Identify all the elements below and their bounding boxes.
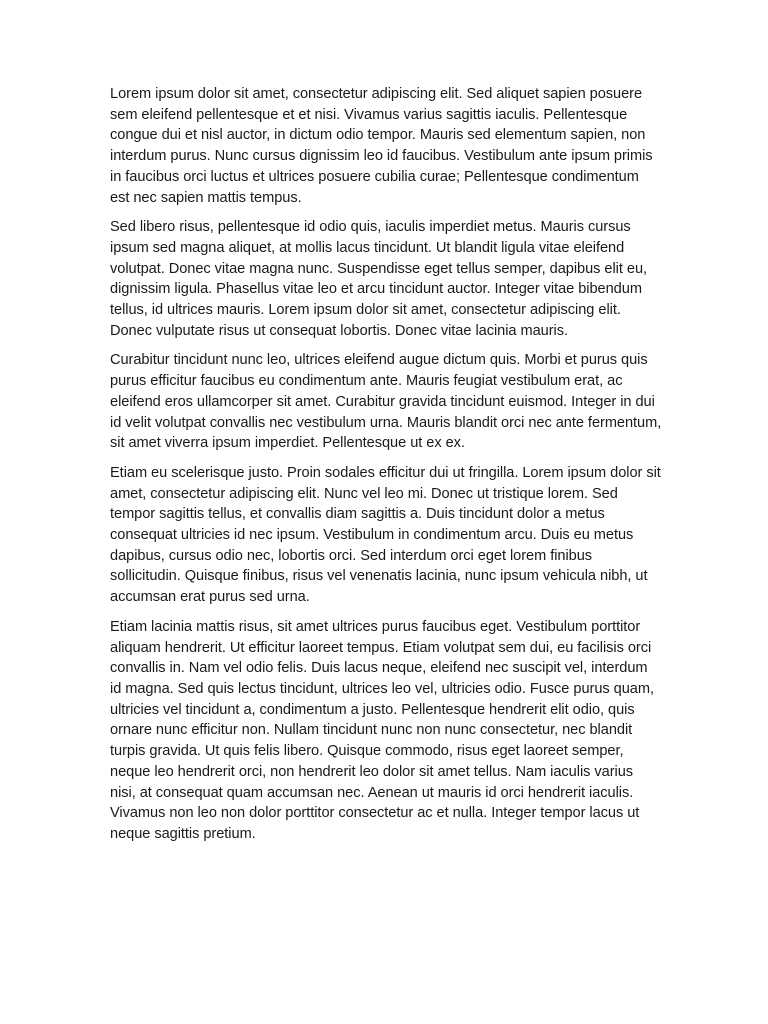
- paragraph-5: Etiam lacinia mattis risus, sit amet ultrices purus faucibus eget. Vestibulum porttitor aliquam hendrerit. Ut efficitur laoreet tempus. Etiam volutpat sem dui, eu facilisis orci convallis in. Nam vel odio felis. Duis lacus neque, eleifend nec suscipit vel, interdum id magna. Sed quis lectus tincidunt, ultrices leo vel, ultricies odio. Fusce purus quam, ultricies vel tincidunt a, condimentum a justo. Pellentesque hendrerit elit odio, quis ornare nunc efficitur non. Nullam tincidunt nunc non nunc consectetur, nec blandit turpis gravida. Ut quis felis libero. Quisque commodo, risus eget laoreet semper, neque leo hendrerit orci, non hendrerit leo dolor sit amet tellus. Nam iaculis varius nisi, at consequat quam accumsan nec. Aenean ut mauris id orci hendrerit iaculis. Vivamus non leo non dolor porttitor consectetur ac et nulla. Integer tempor lacus ut neque sagittis pretium.: [110, 618, 654, 842]
- paragraph-2: Sed libero risus, pellentesque id odio quis, iaculis imperdiet metus. Mauris cursus ipsum sed magna aliquet, at mollis lacus tincidunt. Ut blandit ligula vitae eleifend volutpat. Donec vitae magna nunc. Suspendisse eget tellus semper, dapibus elit eu, dignissim ligula. Phasellus vitae leo et arcu tincidunt auctor. Integer vitae bibendum tellus, id ultrices mauris. Lorem ipsum dolor sit amet, consectetur adipiscing elit. Donec vulputate risus ut consequat lobortis. Donec vitae lacinia mauris.: [110, 219, 648, 339]
- document-page: [110, 84, 662, 854]
- paragraph-3: Curabitur tincidunt nunc leo, ultrices eleifend augue dictum quis. Morbi et purus quis purus efficitur faucibus eu condimentum ante. Mauris feugiat vestibulum erat, ac eleifend eros ullamcorper sit amet. Curabitur gravida tincidunt euismod. Integer in dui id velit volutpat convallis nec vestibulum urna. Mauris blandit orci nec ante fermentum, sit amet viverra ipsum imperdiet. Pellentesque ut ex ex.: [110, 352, 662, 452]
- paragraph-1: Lorem ipsum dolor sit amet, consectetur adipiscing elit. Sed aliquet sapien posuere sem eleifend pellentesque et et nisi. Vivamus varius sagittis iaculis. Pellentesque congue dui et nisl auctor, in dictum odio tempor. Mauris sed elementum sapien, non interdum purus. Nunc cursus dignissim leo id faucibus. Vestibulum ante ipsum primis in faucibus orci luctus et ultrices posuere cubilia curae; Pellentesque condimentum est nec sapien mattis tempus.: [110, 86, 653, 206]
- paragraph-4: Etiam eu scelerisque justo. Proin sodales efficitur dui ut fringilla. Lorem ipsum dolor sit amet, consectetur adipiscing elit. Nunc vel leo mi. Donec ut tristique lorem. Sed tempor sagittis tellus, et convallis diam sagittis a. Duis tincidunt dolor a metus consequat ultricies id nec ipsum. Vestibulum in condimentum arcu. Duis eu metus dapibus, cursus odio nec, lobortis orci. Sed interdum orci eget lorem finibus sollicitudin. Quisque finibus, risus vel venenatis lacinia, nunc ipsum vehicula nibh, ut accumsan erat purus sed urna.: [110, 464, 661, 606]
